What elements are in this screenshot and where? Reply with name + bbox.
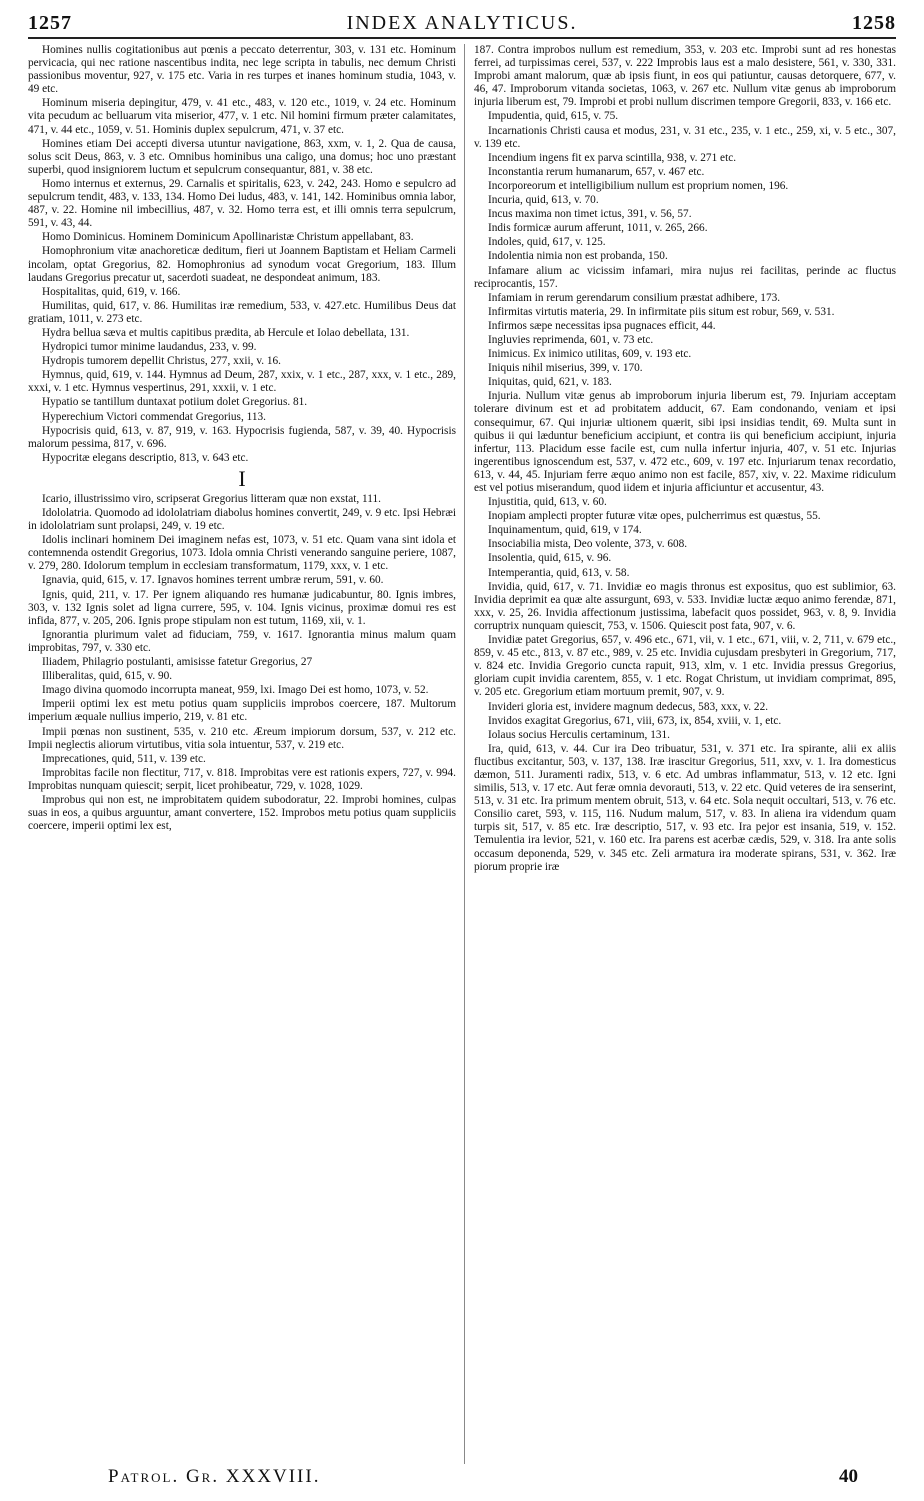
index-entry: Iniquis nihil miserius, 399, v. 170. [488,362,643,375]
index-entry: Iolaus socius Herculis certaminum, 131. [488,728,670,741]
left-column [28,44,456,1464]
index-entry: Homo Dominicus. Hominem Dominicum Apollinaristæ Christum appellabant, 83. [42,231,414,244]
index-entry: Homo internus et externus, 29. Carnalis et spiritalis, 623, v. 242, 243. Homo e sepulcro ad sepulcrum tendit, 483, v. 133, 134. Homo Dei ludus, 483, v. 141, 142. Hominibus omnia labor, 487, v. 22. Homine nil imbecillius, 487, v. 32. Homo terra est, et illi omnis terra sepulcrum, 591, v. 43, 44. [28,177,456,230]
index-entry: Homines nullis cogitationibus aut pœnis a peccato deterrentur, 303, v. 131 etc. Hominum pervicacia, qui nec ratione nascentibus indita, nec lege scripta in tabulis, nec demum Christi passionibus moventur, 927, v. 175 etc. Varia in res turpes et inanes hominum studia, 1043, v. 49 etc. [28,44,456,96]
index-entry: Ira, quid, 613, v. 44. Cur ira Deo tribuatur, 531, v. 371 etc. Ira spirante, alii ex aliis fluctibus excitantur, 503, v. 137, 138. Iræ irascitur Gregorius, 511, xxv, v. 1. Ira domesticus dæmon, 511. Juramenti radix, 513, v. 6 etc. Ad umbras inflammatur, 513, v. 12 etc. Igni similis, 513, v. 17 etc. Aut feræ omnia devorauti, 513, v. 22 etc. Quid veteres de ira senserint, 513, v. 31 etc. Ira primum mentem obruit, 513, v. 64 etc. Sola nequit occultari, 513, v. 76 etc. Consilio caret, 593, v. 115, 116. Nudum malum, 517, v. 83. In aliena ira videndum quam turpis sit, 517, v. 85 etc. Iræ descriptio, 517, v. 93 etc. Ira pejor est insania, 519, v. 152. Temulentia ira levior, 521, v. 160 etc. Ira parens est acerbæ cædis, 529, v. 318. Ira ante solis occasum deponenda, 529, v. 345 etc. Zeli armatura ira moderate spirans, 531, v. 362. Iræ piorum proprie iræ [474,742,896,873]
index-entry: Idololatria. Quomodo ad idololatriam diabolus homines convertit, 249, v. 9 etc. Ipsi Hebræi in idololatriam sunt prolapsi, 249, v. 19 etc. [28,507,456,533]
index-entry: Incus maxima non timet ictus, 391, v. 56, 57. [488,208,692,221]
index-entry: Iniquitas, quid, 621, v. 183. [488,376,612,389]
index-entry: Humilitas, quid, 617, v. 86. Humilitas iræ remedium, 533, v. 427.etc. Humilibus Deus dat gratiam, 1011, v. 273 etc. [28,299,456,325]
running-title: INDEX ANALYTICUS. [346,12,578,34]
index-entry: Imperii optimi lex est metu potius quam suppliciis improbos coercere, 187. Multorum imperium æquale nullius imperio, 219, v. 81 etc. [28,698,456,724]
index-entry: Invidos exagitat Gregorius, 671, viii, 673, ix, 854, xviii, v. 1, etc. [488,714,782,727]
index-entry: Ingluvies reprimenda, 601, v. 73 etc. [488,333,654,346]
page-number-right: 1258 [852,12,896,34]
index-entry: Insolentia, quid, 615, v. 96. [488,552,612,565]
index-entry: Hydropis tumorem depellit Christus, 277, xxii, v. 16. [42,355,281,368]
index-entry: Infirmitas virtutis materia, 29. In infirmitate piis situm est robur, 569, v. 531. [488,305,835,318]
header-rule [28,37,896,39]
index-entry: Incarnationis Christi causa et modus, 231, v. 31 etc., 235, v. 1 etc., 259, xi, v. 5 etc., 307, v. 139 etc. [474,124,896,150]
index-entry: Impudentia, quid, 615, v. 75. [488,110,619,123]
index-entry: 187. Contra improbos nullum est remedium, 353, v. 203 etc. Improbi sunt ad res honestas ferrei, ad turpissimas cerei, 537, v. 222 Improbis laus est a malo desistere, 561, v. 330, 331. Improbi amant malorum, quæ ab ipsis fiunt, in eos qui patiuntur, causas detorquere, 677, v. 46, 47. Improborum vitanda societas, 1063, v. 267 etc. Nullum vitæ genus ab improborum injuria liberum est, 79. Improbi et probi nullum discrimen tempore Gregorii, 833, v. 166 etc. [474,44,896,109]
right-column [474,44,896,1464]
index-entry: Invideri gloria est, invidere magnum dedecus, 583, xxx, v. 22. [488,700,769,713]
index-entry: Hydra bellua sæva et multis capitibus prædita, ab Hercule et Iolao debellata, 131. [42,326,410,339]
index-entry: Infamiam in rerum gerendarum consilium præstat adhibere, 173. [488,291,781,304]
index-entry: Hypatio se tantillum duntaxat potiium dolet Gregorius. 81. [42,396,308,409]
index-entry: Impii pœnas non sustinent, 535, v. 210 etc. Æreum impiorum dorsum, 537, v. 212 etc. Impii neglectis aliorum virtutibus, vitia sola intuentur, 537, v. 219 etc. [28,725,456,751]
section-letter: I [238,465,246,491]
index-entry: Improbitas facile non flectitur, 717, v. 818. Improbitas vere est rationis expers, 727, v. 994. Improbitas nunquam quiescit; serpit, licet prohibeatur, 729, v. 1028, 1029. [28,766,456,792]
index-entry: Incendium ingens fit ex parva scintilla, 938, v. 271 etc. [488,151,737,164]
index-entry: Incuria, quid, 613, v. 70. [488,194,599,207]
footer-title: Patrol. Gr. XXXVIII. [108,1466,321,1487]
column-divider [464,44,465,1464]
page-number-left: 1257 [28,12,72,34]
index-entry: Indoles, quid, 617, v. 125. [488,236,606,249]
index-entry: Ignavia, quid, 615, v. 17. Ignavos homines terrent umbræ rerum, 591, v. 60. [42,574,384,587]
index-entry: Injustitia, quid, 613, v. 60. [488,496,607,509]
index-entry: Infamare alium ac vicissim infamari, mira nujus rei facilitas, perinde ac fluctus reciprocantis, 157. [474,264,896,290]
index-entry: Inconstantia rerum humanarum, 657, v. 467 etc. [488,165,705,178]
index-entry: Hydropici tumor minime laudandus, 233, v. 99. [42,341,257,354]
page-header [28,8,896,38]
index-entry: Ignorantia plurimum valet ad fiduciam, 759, v. 1617. Ignorantia minus malum quam improbitas, 797, v. 330 etc. [28,628,456,654]
index-entry: Hyperechium Victori commendat Gregorius, 113. [42,410,266,423]
index-entry: Improbus qui non est, ne improbitatem quidem subodoratur, 22. Improbi homines, culpas suas in eos, a quibus arguuntur, amant convertere, 152. Improbos metu potius quam suppliciis coercere, imperii optimi lex est, [28,793,456,833]
index-entry: Invidia, quid, 617, v. 71. Invidiæ eo magis thronus est expositus, quo est sublimior, 63. Invidia deprimit ea quæ alte assurgunt, 693, v. 533. Invidiæ luctæ æquo animo ferendæ, 871, xxx, v. 25, 26. Invidia affectionum justissima, labefacit quos possidet, 963, v. 8, 9. Invidia corruptrix nunquam quiescit, 753, v. 1506. Quiescit post fata, 907, v. 6. [474,580,896,632]
index-entry: Homophronium vitæ anachoreticæ deditum, fieri ut Joannem Baptistam et Heliam Carmeli incolam, optat Gregorius, 82. Homophronius ad synodum vocat Gregorium, 183. Illum laudans Gregorius precatur ut, sacerdoti suadeat, ne despondeat animum, 183. [28,245,456,284]
index-entry: Infirmos sæpe necessitas ipsa pugnaces efficit, 44. [488,319,716,332]
index-entry: Inopiam amplecti propter futuræ vitæ opes, pulcherrimus est quæstus, 55. [488,510,821,523]
index-entry: Idolis inclinari hominem Dei imaginem nefas est, 1073, v. 51 etc. Quam vana sint idola et contemnenda ostendit Gregorius, 1073. Idola omnia Christi venerando sanguine periere, 1087, v. 279, 280. Idolorum templum in ecclesiam transformatum, 1179, xxx, v. 1 etc. [28,534,456,573]
index-entry: Invidiæ patet Gregorius, 657, v. 496 etc., 671, vii, v. 1 etc., 671, viii, v. 2, 711, v. 679 etc., 859, v. 45 etc., 813, v. 87 etc., 989, v. 25 etc. Invidia cujusdam presbyteri in Gregorium, 717, v. 824 etc. Invidia Gregorio cuncta rapuit, 913, xlm, v. 1 etc. Invidia pressus Gregorius, gloriam cupit invidia carentem, 855, v. 1 etc. Rogat Christum, ut invidiam comprimat, 895, v. 205 etc. Gregorium etiam mortuum premit, 907, v. 9. [474,634,896,699]
signature-mark: 40 [839,1466,858,1487]
index-entry: Homines etiam Dei accepti diversa utuntur navigatione, 863, xxm, v. 1, 2. Qua de causa, solus scit Deus, 863, v. 3 etc. Omnibus hominibus una caligo, una domus; hoc uno præstant superbi, quod insigniorem luctum et sepulcrum consequantur, 881, v. 38 etc. [28,137,456,176]
index-entry: Inimicus. Ex inimico utilitas, 609, v. 193 etc. [488,348,692,361]
index-entry: Hominum miseria depingitur, 479, v. 41 etc., 483, v. 120 etc., 1019, v. 24 etc. Hominum vita pecudum ac belluarum vita miserior, 477, v. 1 etc. Nil homini firmum præter calamitates, 471, v. 44 etc., 1059, v. 51. Hominis duplex sepulcrum, 471, v. 37 etc. [28,97,456,136]
index-entry: Intemperantia, quid, 613, v. 58. [488,566,630,579]
index-entry: Imago divina quomodo incorrupta maneat, 959, lxi. Imago Dei est homo, 1073, v. 52. [42,684,429,697]
index-entry: Incorporeorum et intelligibilium nullum est proprium nomen, 196. [488,179,789,192]
index-entry: Hypocrisis quid, 613, v. 87, 919, v. 163. Hypocrisis fugienda, 587, v. 39, 40. Hypocrisis malorum pessima, 817, v. 696. [28,424,456,450]
index-entry: Ignis, quid, 211, v. 17. Per ignem aliquando res humanæ judicabuntur, 80. Ignis imbres, 303, v. 132 Ignis solet ad ligna currere, 595, v. 104. Ignis vicinus, proximæ domui res est infida, 877, v. 205, 206. Ignis prope stipulam non est tutum, 1169, xii, v. 1. [28,588,456,627]
index-entry: Imprecationes, quid, 511, v. 139 etc. [42,752,206,765]
index-entry: Hospitalitas, quid, 619, v. 166. [42,285,181,298]
index-entry: Indis formicæ aurum afferunt, 1011, v. 265, 266. [488,222,708,235]
index-entry: Iliadem, Philagrio postulanti, amisisse fatetur Gregorius, 27 [42,656,313,669]
index-entry: Hypocritæ elegans descriptio, 813, v. 643 etc. [42,451,249,464]
index-entry: Injuria. Nullum vitæ genus ab improborum injuria liberum est, 79. Injuriam acceptam tolerare divinum est et ad probitatem adducit, 67. Eam condonando, veniam et ipsi consequimur, 67. Qui injuriæ ultionem quærit, sibi ipsi insidias tendit, 69. Multa sunt in quibus ii qui læduntur beneficium accipiunt, et contra iis qui beneficium accipiunt, injuria infertur, 113. Placidum esse facile est, cum nulla infertur injuria, 407, v. 51 etc. Injurias ingerentibus ignoscendum est, 537, v. 472 etc., 609, v. 197 etc. Injuriarum tenax recordatio, 613, v. 44, 45. Injuriam ferre æquo animo non est facile, 857, xiv, v. 22. Maxime ridiculum est vel potius miserandum, quod iidem et injuria afficiuntur et accusentur, 43. [474,390,896,494]
index-entry: Inquinamentum, quid, 619, v 174. [488,524,642,537]
index-entry: Icario, illustrissimo viro, scripserat Gregorius litteram quæ non exstat, 111. [42,492,381,505]
index-entry: Hymnus, quid, 619, v. 144. Hymnus ad Deum, 287, xxix, v. 1 etc., 287, xxx, v. 1 etc., 289, xxxi, v. 1 etc. Hymnus vespertinus, 291, xxxii, v. 1 etc. [28,369,456,395]
index-entry: Insociabilia mista, Deo volente, 373, v. 608. [488,538,688,551]
index-entry: Illiberalitas, quid, 615, v. 90. [42,670,173,683]
page-footer [28,1466,896,1492]
index-entry: Indolentia nimia non est probanda, 150. [488,250,668,263]
